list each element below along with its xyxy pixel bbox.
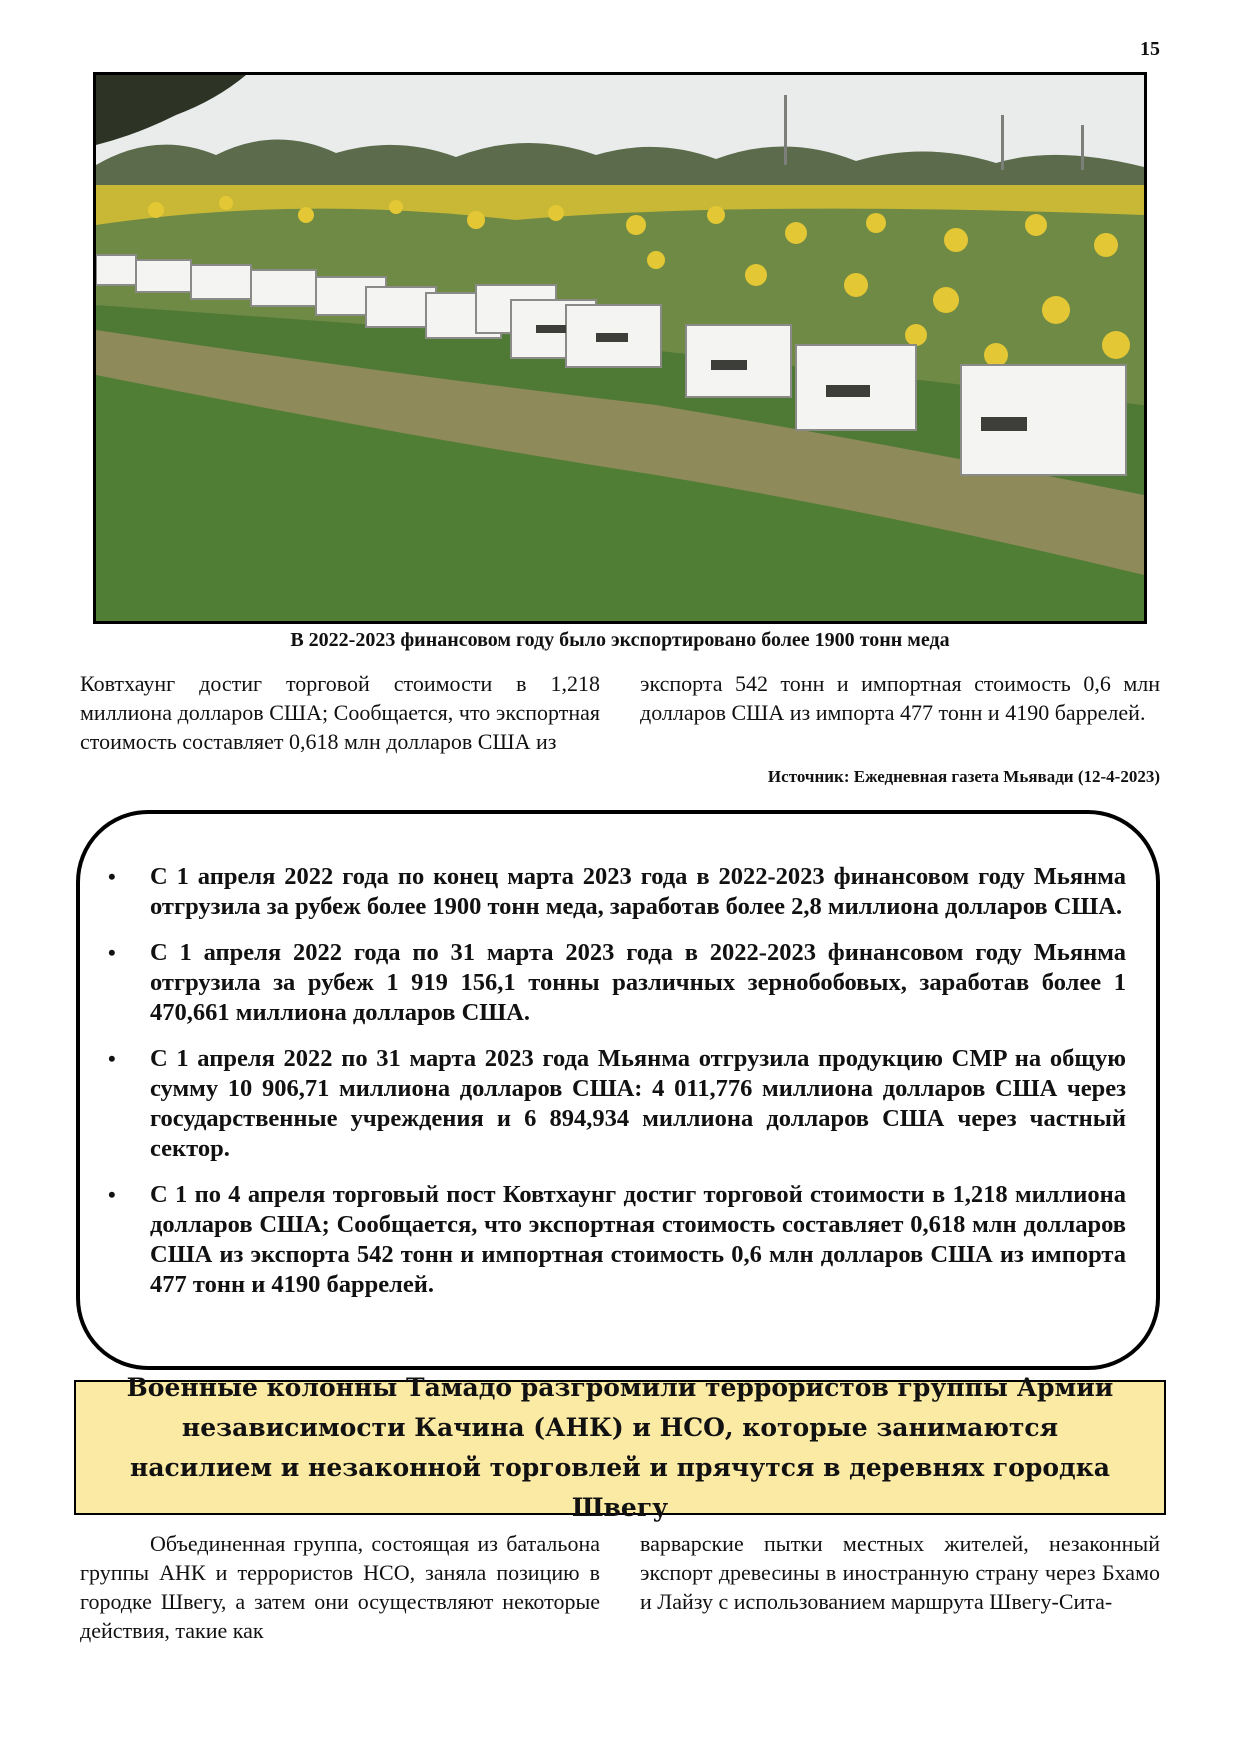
article-top-right-text: экспорта 542 тонн и импортная стоимость 0,6 млн долларов США из импорта 477 тонн и 4190 баррелей. — [640, 671, 1160, 725]
article-bottom-left-column — [80, 1529, 600, 1645]
article-top-left-column — [80, 669, 600, 756]
headline-box — [74, 1372, 1166, 1522]
photo-illustration — [96, 75, 1144, 621]
photo-beehives-sunflowers — [93, 72, 1147, 624]
article-top-left-text: Ковтхаунг достиг торговой стоимости в 1,218 миллиона долларов США; Сообщается, что экспортная стоимость составляет 0,618 млн долларов США из — [80, 671, 600, 754]
key-facts-box — [76, 810, 1160, 1370]
article-bottom-left-text: Объединенная группа, состоящая из батальона группы АНК и террористов НСО, заняла позицию в городке Швегу, а затем они осуществляют некоторые действия, такие как — [80, 1531, 600, 1643]
bullet-icon: • — [108, 1182, 116, 1207]
article-bottom-right-column — [640, 1529, 1160, 1616]
headline-text: Военные колонны Тамадо разгромили террористов группы Армии независимости Качина (АНК) и НСО, которые занимаются насилием и незаконной торговлей и прячутся в деревнях городка Швегу — [126, 1372, 1114, 1522]
key-fact-text: С 1 апреля 2022 года по 31 марта 2023 года в 2022-2023 финансовом году Мьянма отгрузила за рубеж 1 919 156,1 тонны различных зернобобовых, заработав более 1 470,661 миллиона долларов США. — [150, 939, 1126, 1026]
key-fact-text: С 1 апреля 2022 года по конец марта 2023 года в 2022-2023 финансовом году Мьянма отгрузила за рубеж более 1900 тонн меда, заработав более 2,8 миллиона долларов США. — [150, 863, 1126, 920]
article-top-right-column — [640, 669, 1160, 727]
page-number: 15 — [1140, 38, 1160, 60]
key-facts-list — [80, 814, 1156, 1300]
article-source: Источник: Ежедневная газета Мьявади (12-4-2023) — [767, 767, 1160, 786]
bullet-icon: • — [108, 940, 116, 965]
photo-caption: В 2022-2023 финансовом году было экспортировано более 1900 тонн меда — [290, 629, 950, 651]
bullet-icon: • — [108, 1046, 116, 1071]
bullet-icon: • — [108, 864, 116, 889]
key-fact-text: С 1 апреля 2022 по 31 марта 2023 года Мьянма отгрузила продукцию CMP на общую сумму 10 906,71 миллиона долларов США: 4 011,776 миллиона долларов США через государственные учреждения и 6 894,934 миллиона долларов США через частный сектор. — [150, 1045, 1126, 1162]
key-fact-item — [108, 862, 1126, 922]
article-bottom-right-text: варварские пытки местных жителей, незаконный экспорт древесины в иностранную страну через Бхамо и Лайзу с использованием маршрута Швегу-Сита- — [640, 1531, 1160, 1614]
key-fact-item — [108, 938, 1126, 1028]
key-fact-text: С 1 по 4 апреля торговый пост Ковтхаунг достиг торговой стоимости в 1,218 миллиона долларов США; Сообщается, что экспортная стоимость составляет 0,618 млн долларов США из экспорта 542 тонн и импортная стоимость 0,6 млн долларов США из импорта 477 тонн и 4190 баррелей. — [150, 1181, 1126, 1298]
key-fact-item — [108, 1180, 1126, 1300]
key-fact-item — [108, 1044, 1126, 1164]
